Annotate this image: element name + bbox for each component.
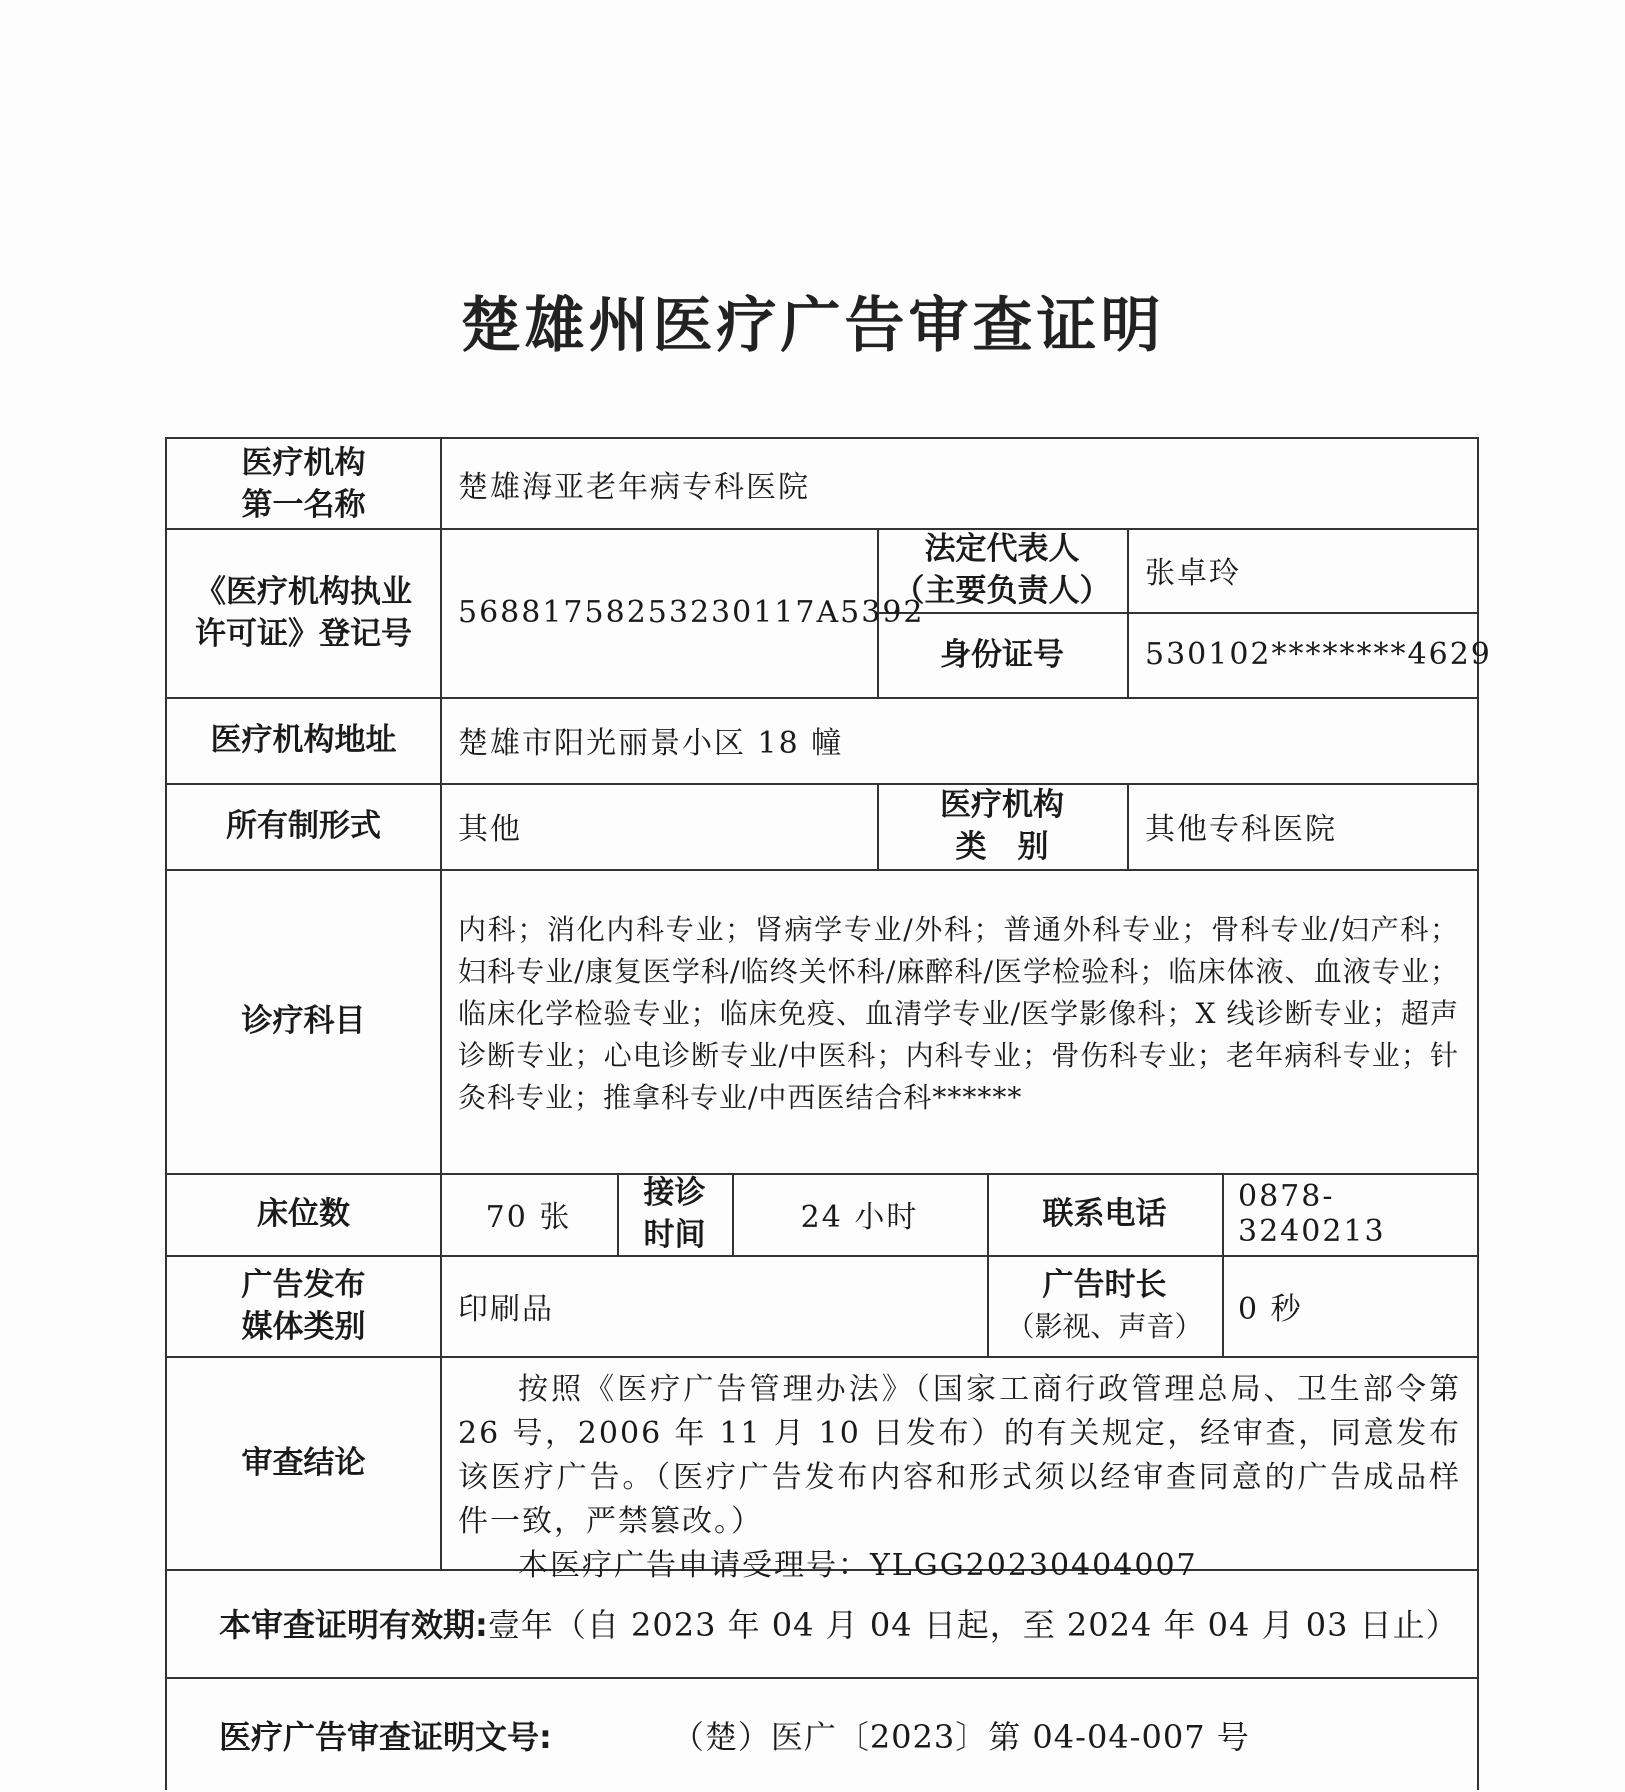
- legal-rep-label: 法定代表人 （主要负责人）: [893, 531, 1111, 609]
- beds-label: 床位数: [257, 1196, 350, 1232]
- validity-value: 壹年（自 2023 年 04 月 04 日起，至 2024 年 04 月 03 日止）: [487, 1606, 1459, 1644]
- institution-name-label: 医疗机构 第一名称: [241, 444, 366, 523]
- license-value: 56881758253230117A5392: [458, 595, 925, 630]
- beds-value: 70 张: [485, 1200, 572, 1235]
- legal-rep-value: 张卓玲: [1145, 556, 1241, 591]
- category-label: 医疗机构 类 别: [940, 787, 1064, 865]
- phone-value: 0878-3240213: [1238, 1179, 1386, 1249]
- conclusion-body: [440, 1356, 1477, 1583]
- acceptance-number: 本医疗广告申请受理号：YLGG20230404007: [518, 1548, 1198, 1583]
- validity-label: 本审查证明有效期:: [219, 1606, 488, 1644]
- duration-label: 广告时长 （影视、声音）: [1006, 1266, 1203, 1343]
- hours-value: 24 小时: [800, 1200, 919, 1235]
- hours-label: 接诊 时间: [643, 1175, 706, 1253]
- document-title: 楚雄州医疗广告审查证明: [460, 291, 1165, 361]
- phone-label: 联系电话: [1042, 1196, 1167, 1232]
- departments-value: 内科；消化内科专业；肾病学专业/外科；普通外科专业；骨科专业/妇产科；妇科专业/康复医学科/临终关怀科/麻醉科/医学检验科；临床体液、血液专业；临床化学检验专业；临床免疫、血清学专业/医学影像科；X 线诊断专业；超声诊断专业；心电诊断专业/中医科；内科专业；骨伤科专业；老年病科专业；针灸科专业；推拿科专业/中西医结合科******: [458, 913, 1459, 1114]
- license-label: 《医疗机构执业 许可证》登记号: [195, 573, 412, 652]
- conclusion-text: 按照《医疗广告管理办法》（国家工商行政管理总局、卫生部令第 26 号，2006 年 11 月 10 日发布）的有关规定，经审查，同意发布该医疗广告。（医疗广告发布内容和形式须以经审查同意的广告成品样件一致，严禁篡改。）: [458, 1372, 1461, 1539]
- conclusion-label: 审查结论: [241, 1444, 366, 1481]
- validity-row: [167, 1569, 1477, 1677]
- doc-number-row: [167, 1677, 1477, 1792]
- doc-number-value: （楚）医广〔2023〕第 04-04-007 号: [671, 1717, 1250, 1756]
- media-value: 印刷品: [458, 1291, 554, 1327]
- address-label: 医疗机构地址: [210, 722, 397, 758]
- ownership-value: 其他: [458, 812, 522, 847]
- address-value: 楚雄市阳光丽景小区 18 幢: [458, 726, 844, 761]
- id-number-value: 530102********4629: [1145, 637, 1492, 672]
- doc-number-label: 医疗广告审查证明文号:: [219, 1717, 552, 1756]
- id-number-label: 身份证号: [940, 636, 1064, 673]
- category-value: 其他专科医院: [1145, 812, 1337, 847]
- duration-value: 0 秒: [1238, 1291, 1303, 1327]
- departments-label: 诊疗科目: [241, 1003, 366, 1039]
- ownership-label: 所有制形式: [226, 808, 381, 844]
- institution-name-value: 楚雄海亚老年病专科医院: [458, 469, 810, 505]
- media-label: 广告发布 媒体类别: [241, 1266, 366, 1345]
- certificate-form: [165, 437, 1492, 1790]
